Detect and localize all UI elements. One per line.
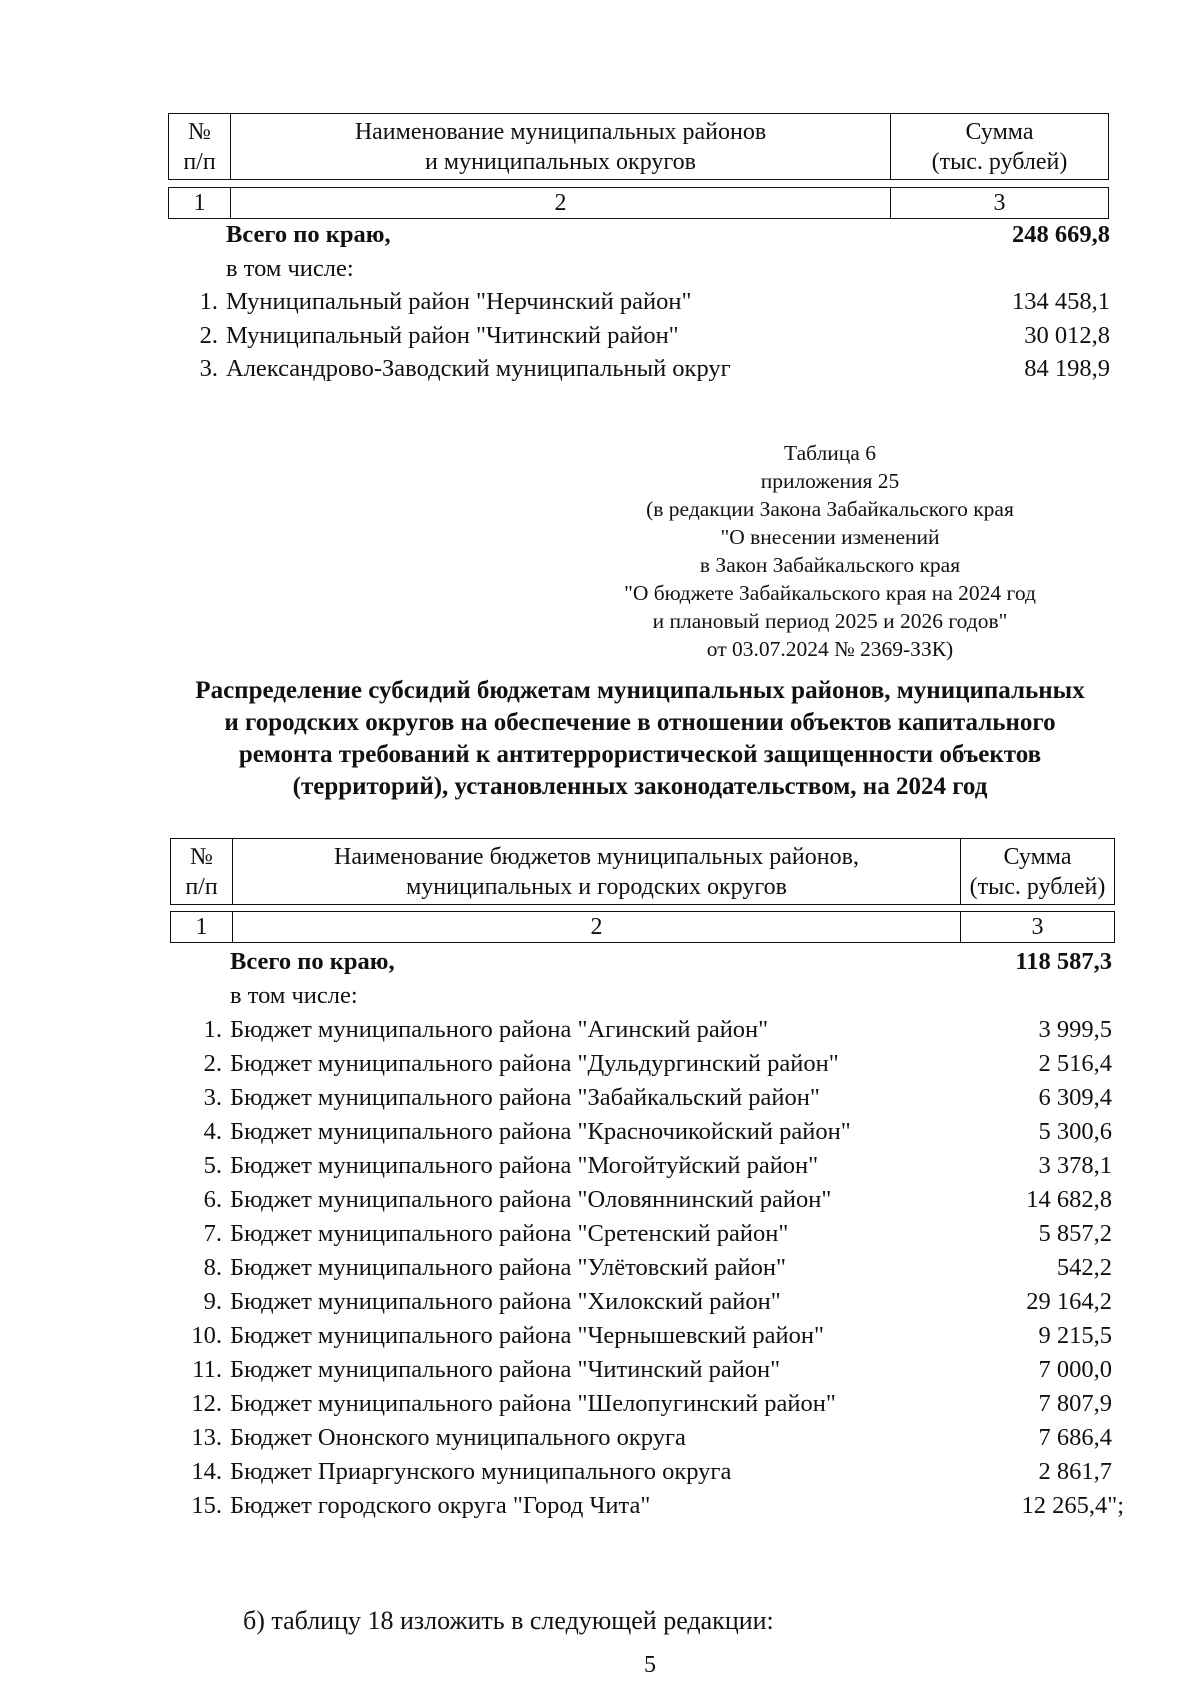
row-name: Бюджет Ононского муниципального округа [230, 1424, 686, 1451]
table-row [0, 319, 1200, 353]
table-row [0, 1489, 1200, 1523]
row-number: 15. [191, 1492, 222, 1519]
row-value: 84 198,9 [1024, 355, 1110, 383]
table2-total-value: 118 587,3 [1015, 948, 1112, 975]
table2-col1-number: 1 [171, 912, 233, 943]
table1-total-value: 248 669,8 [1012, 221, 1110, 248]
row-name: Бюджет муниципального района "Хилокский район" [230, 1288, 781, 1315]
row-value: 9 215,5 [1038, 1322, 1112, 1349]
table2-num-header [171, 839, 233, 905]
table-row [0, 1183, 1200, 1217]
row-name: Бюджет муниципального района "Дульдургинский район" [230, 1050, 839, 1077]
row-number: 5. [203, 1152, 222, 1179]
table-row [0, 1285, 1200, 1319]
table1-including-row [0, 252, 1200, 286]
row-number: 12. [191, 1390, 222, 1417]
row-name: Бюджет Приаргунского муниципального округа [230, 1458, 732, 1485]
instruction-text: б) таблицу 18 изложить в следующей редакции: [243, 1606, 774, 1635]
row-number: 7. [203, 1220, 222, 1247]
title-line: (территорий), установленных законодательством, на 2024 год [292, 773, 988, 800]
table-row [0, 1013, 1200, 1047]
caption-line: от 03.07.2024 № 2369-ЗЗК) [706, 637, 954, 661]
caption-line: "О бюджете Забайкальского края на 2024 год [624, 581, 1036, 605]
table1-total-row [0, 218, 1200, 252]
table1-total-label: Всего по краю, [226, 221, 391, 248]
table2-col2-number: 2 [233, 912, 961, 943]
caption-line: Таблица 6 [784, 441, 876, 465]
caption-line: (в редакции Закона Забайкальского края [646, 497, 1014, 521]
row-name: Бюджет муниципального района "Читинский район" [230, 1356, 781, 1383]
title-line: ремонта требований к антитеррористической защищенности объектов [238, 741, 1042, 768]
table1-col3-number: 3 [891, 188, 1109, 219]
row-name: Бюджет муниципального района "Сретенский район" [230, 1220, 789, 1247]
table-row [0, 1115, 1200, 1149]
row-number: 1. [199, 288, 218, 316]
table1-name-header [231, 114, 891, 180]
row-value: 3 378,1 [1038, 1152, 1112, 1179]
row-value: 6 309,4 [1038, 1084, 1112, 1111]
row-value: 134 458,1 [1012, 288, 1110, 316]
row-name: Бюджет муниципального района "Чернышевский район" [230, 1322, 824, 1349]
table2-sum-header-line2: (тыс. рублей) [969, 873, 1106, 900]
row-number: 14. [191, 1458, 222, 1485]
row-value: 5 300,6 [1038, 1118, 1112, 1145]
row-value: 2 861,7 [1038, 1458, 1112, 1485]
row-name: Бюджет муниципального района "Оловяннинский район" [230, 1186, 832, 1213]
document-title [160, 675, 1120, 803]
row-value: 29 164,2 [1026, 1288, 1112, 1315]
row-name: Бюджет городского округа "Город Чита" [230, 1492, 651, 1519]
table-row [0, 1081, 1200, 1115]
row-value: 7 000,0 [1038, 1356, 1112, 1383]
row-number: 2. [203, 1050, 222, 1077]
title-line: и городских округов на обеспечение в отношении объектов капитального [224, 709, 1056, 736]
table1-num-header-line1: № [188, 118, 211, 145]
row-number: 9. [203, 1288, 222, 1315]
row-number: 8. [203, 1254, 222, 1281]
row-value: 12 265,4"; [1021, 1492, 1124, 1519]
table2-including-row [0, 979, 1200, 1013]
row-value: 7 686,4 [1038, 1424, 1112, 1451]
table6-caption [560, 439, 1100, 663]
table1-sum-header-line1: Сумма [965, 118, 1034, 145]
row-number: 1. [203, 1016, 222, 1043]
table1-col2-number: 2 [231, 188, 891, 219]
table1-sum-header [891, 114, 1109, 180]
table1-header [168, 113, 1109, 180]
table2-num-header-line2: п/п [185, 873, 218, 900]
table1-body [0, 218, 1200, 386]
row-name: Бюджет муниципального района "Улётовский район" [230, 1254, 786, 1281]
row-number: 3. [203, 1084, 222, 1111]
caption-line: и плановый период 2025 и 2026 годов" [652, 609, 1008, 633]
caption-line: "О внесении изменений [720, 525, 940, 549]
row-value: 2 516,4 [1038, 1050, 1112, 1077]
row-number: 2. [199, 321, 218, 349]
row-name: Бюджет муниципального района "Красночикойский район" [230, 1118, 851, 1145]
table-row [0, 1319, 1200, 1353]
table-row [0, 1149, 1200, 1183]
table1-name-header-line1: Наименование муниципальных районов [354, 118, 767, 145]
table1-num-header [169, 114, 231, 180]
table1-num-header-line2: п/п [183, 148, 216, 175]
row-value: 5 857,2 [1038, 1220, 1112, 1247]
table2-name-header-line2: муниципальных и городских округов [406, 873, 787, 900]
caption-line: в Закон Забайкальского края [699, 553, 961, 577]
row-name: Муниципальный район "Нерчинский район" [226, 288, 692, 316]
row-name: Бюджет муниципального района "Забайкальский район" [230, 1084, 820, 1111]
row-number: 4. [203, 1118, 222, 1145]
table2-sum-header-line1: Сумма [1003, 843, 1072, 870]
title-line: Распределение субсидий бюджетам муниципальных районов, муниципальных [195, 677, 1085, 704]
table-row [0, 1353, 1200, 1387]
row-name: Бюджет муниципального района "Могойтуйский район" [230, 1152, 819, 1179]
table-row [0, 1047, 1200, 1081]
table1-column-numbers [168, 187, 1109, 219]
row-number: 3. [199, 355, 218, 383]
row-number: 11. [192, 1356, 222, 1383]
page-number: 5 [644, 1652, 656, 1678]
table2-col3-number: 3 [961, 912, 1115, 943]
table2-header [170, 838, 1115, 905]
row-name: Муниципальный район "Читинский район" [226, 321, 679, 349]
row-value: 30 012,8 [1024, 321, 1110, 349]
table2-name-header-line1: Наименование бюджетов муниципальных районов, [334, 843, 859, 870]
table-row [0, 1251, 1200, 1285]
row-value: 542,2 [1056, 1254, 1112, 1281]
table2-total-label: Всего по краю, [230, 948, 395, 975]
table2-including-label: в том числе: [230, 982, 358, 1009]
table1-col1-number: 1 [169, 188, 231, 219]
row-name: Александрово-Заводский муниципальный округ [226, 355, 731, 383]
table2-sum-header [961, 839, 1115, 905]
row-number: 6. [203, 1186, 222, 1213]
row-name: Бюджет муниципального района "Шелопугинский район" [230, 1390, 836, 1417]
row-number: 10. [191, 1322, 222, 1349]
table1-name-header-line2: и муниципальных округов [425, 148, 696, 175]
table2-name-header [233, 839, 961, 905]
table-row [0, 1455, 1200, 1489]
row-number: 13. [191, 1424, 222, 1451]
table-row [0, 285, 1200, 319]
table-row [0, 1421, 1200, 1455]
row-name: Бюджет муниципального района "Агинский район" [230, 1016, 769, 1043]
table1-sum-header-line2: (тыс. рублей) [931, 148, 1068, 175]
table2-total-row [0, 945, 1200, 979]
table-row [0, 1387, 1200, 1421]
table2-body [0, 945, 1200, 1523]
table-row [0, 352, 1200, 386]
table1-including-label: в том числе: [226, 254, 354, 282]
table-row [0, 1217, 1200, 1251]
table2-column-numbers [170, 911, 1115, 943]
caption-line: приложения 25 [760, 469, 900, 493]
row-value: 7 807,9 [1038, 1390, 1112, 1417]
row-value: 3 999,5 [1038, 1016, 1112, 1043]
table2-num-header-line1: № [190, 843, 213, 870]
row-value: 14 682,8 [1026, 1186, 1112, 1213]
